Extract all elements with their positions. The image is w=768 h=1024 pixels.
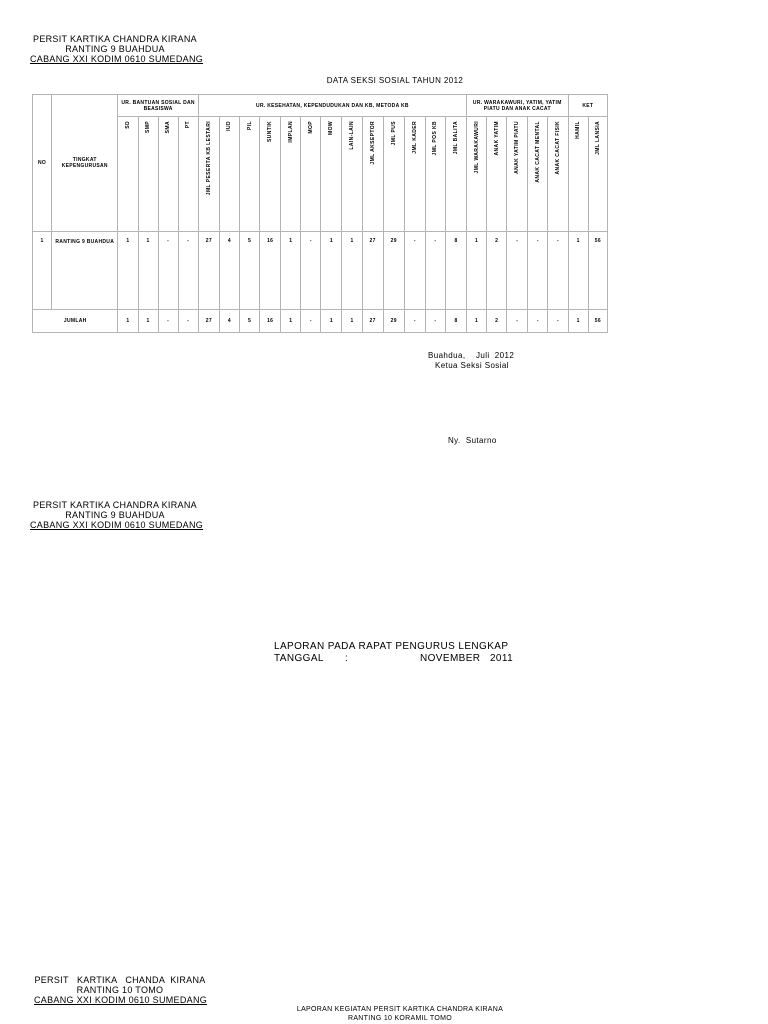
table-cell: 27 <box>198 232 219 310</box>
total-label: JUMLAH <box>33 310 118 333</box>
letterhead-bottom <box>34 975 206 1005</box>
total-cell: - <box>178 310 198 333</box>
subheader-cell <box>467 117 487 232</box>
subheader-label: ANAK CACAT FISIK <box>554 121 561 175</box>
subheader-cell <box>487 117 507 232</box>
subheader-cell <box>260 117 281 232</box>
total-cell: 5 <box>240 310 260 333</box>
group-warakawuri: UR. WARAKAWURI, YATIM, YATIM PIATU DAN ANAK CACAT <box>467 95 569 117</box>
subheader-cell <box>219 117 239 232</box>
subheader-cell <box>198 117 219 232</box>
total-cell: 1 <box>342 310 362 333</box>
subheader-label: LAIN-LAIN <box>349 121 356 150</box>
subheader-label: JML BALITA <box>453 121 459 155</box>
footer-title <box>270 1005 530 1023</box>
subheader-cell <box>138 117 158 232</box>
cabang-name: CABANG XXI KODIM 0610 SUMEDANG <box>30 520 204 530</box>
table-cell: - <box>528 232 548 310</box>
table-cell: 56 <box>588 232 607 310</box>
subheader-label: IMPLAN <box>287 121 294 143</box>
group-kesehatan: UR. KESEHATAN, KEPENDUDUKAN DAN KB, METODA KB <box>198 95 466 117</box>
total-cell: - <box>528 310 548 333</box>
total-cell: 56 <box>588 310 607 333</box>
footer-line1: LAPORAN KEGIATAN PERSIT KARTIKA CHANDRA KIRANA <box>296 1006 504 1013</box>
signature-role: Ketua Seksi Sosial <box>435 361 509 370</box>
total-row <box>33 310 608 333</box>
total-cell: 1 <box>467 310 487 333</box>
total-cell: - <box>507 310 528 333</box>
subheader-label: SD <box>124 121 131 129</box>
branch-name: RANTING 10 TOMO <box>76 985 164 995</box>
table-cell: 8 <box>445 232 466 310</box>
data-table <box>32 94 608 333</box>
total-cell: 27 <box>362 310 383 333</box>
report-date-line <box>274 653 534 665</box>
table-cell: - <box>404 232 425 310</box>
table-cell: 1 <box>568 232 588 310</box>
subheader-label: JML WARAKAWURI <box>473 121 480 174</box>
subheader-cell <box>118 117 138 232</box>
total-cell: 1 <box>321 310 342 333</box>
table-cell: 5 <box>240 232 260 310</box>
signature-place-date: Buahdua, Juli 2012 <box>428 351 515 360</box>
subheader-cell <box>528 117 548 232</box>
total-cell: 8 <box>445 310 466 333</box>
total-cell: - <box>158 310 178 333</box>
table-cell: 27 <box>362 232 383 310</box>
table-cell: 1 <box>281 232 301 310</box>
subheader-cell <box>362 117 383 232</box>
tanggal-label: TANGGAL <box>274 653 324 664</box>
branch-name: RANTING 9 BUAHDUA <box>65 44 165 54</box>
total-cell: - <box>425 310 445 333</box>
total-cell: 2 <box>487 310 507 333</box>
subheader-label: JML LANSIA <box>594 121 601 155</box>
cabang-name: CABANG XXI KODIM 0610 SUMEDANG <box>30 54 204 64</box>
subheader-label: SUNTIK <box>267 121 274 143</box>
table-cell: - <box>178 232 198 310</box>
signature-name: Ny. Sutarno <box>448 436 497 445</box>
table-cell: - <box>548 232 568 310</box>
subheader-label: JML POS KB <box>432 121 439 156</box>
table-cell: - <box>507 232 528 310</box>
tanggal-value: NOVEMBER 2011 <box>420 653 514 664</box>
subheader-label: ANAK CACAT MENTAL <box>534 121 541 183</box>
row-tingkat: RANTING 9 BUAHDUA <box>52 232 118 310</box>
subheader-label: PT <box>185 121 192 129</box>
table-cell: 29 <box>383 232 404 310</box>
table-row <box>33 232 608 310</box>
branch-name: RANTING 9 BUAHDUA <box>65 510 165 520</box>
table-cell: - <box>158 232 178 310</box>
cabang-name: CABANG XXI KODIM 0610 SUMEDANG <box>34 995 208 1005</box>
table-cell: 2 <box>487 232 507 310</box>
subheader-label: JML PUS <box>390 121 397 146</box>
subheader-cell <box>321 117 342 232</box>
header-tingkat: TINGKAT KEPENGURUSAN <box>52 95 118 232</box>
subheader-cell <box>507 117 528 232</box>
total-cell: - <box>404 310 425 333</box>
subheader-cell <box>178 117 198 232</box>
table-cell: - <box>301 232 321 310</box>
total-cell: 1 <box>281 310 301 333</box>
subheader-cell <box>301 117 321 232</box>
total-cell: 4 <box>219 310 239 333</box>
total-cell: 29 <box>383 310 404 333</box>
report-title: LAPORAN PADA RAPAT PENGURUS LENGKAP <box>274 641 509 652</box>
tanggal-colon: : <box>345 653 349 664</box>
table-cell: 1 <box>138 232 158 310</box>
subheader-label: ANAK YATIM <box>493 121 500 156</box>
group-header-row <box>33 95 608 117</box>
header-no: NO <box>33 95 52 232</box>
subheader-label: HAMIL <box>575 121 582 139</box>
subheader-label: MOP <box>307 121 314 134</box>
table-cell: 1 <box>118 232 138 310</box>
letterhead-top <box>30 34 204 64</box>
subheader-cell <box>281 117 301 232</box>
total-cell: - <box>548 310 568 333</box>
subheader-label: SMA <box>165 121 172 134</box>
table-title: DATA SEKSI SOSIAL TAHUN 2012 <box>326 76 464 85</box>
subheader-label: JML KADER <box>411 121 418 154</box>
total-cell: 1 <box>568 310 588 333</box>
total-cell: 1 <box>118 310 138 333</box>
subheader-row <box>33 117 608 232</box>
subheader-cell <box>383 117 404 232</box>
subheader-label: IUD <box>226 121 233 131</box>
org-name: PERSIT KARTIKA CHANDRA KIRANA <box>33 34 197 44</box>
table-cell: 4 <box>219 232 239 310</box>
subheader-label: JML PESERTA KB LESTARI <box>205 121 212 196</box>
subheader-cell <box>568 117 588 232</box>
subheader-cell <box>404 117 425 232</box>
letterhead-middle <box>30 500 204 530</box>
footer-line2: RANTING 10 KORAMIL TOMO <box>347 1015 452 1022</box>
table-cell: 16 <box>260 232 281 310</box>
subheader-cell <box>548 117 568 232</box>
table-cell: 1 <box>342 232 362 310</box>
total-cell: - <box>301 310 321 333</box>
subheader-cell <box>425 117 445 232</box>
group-ket: KET <box>568 95 607 117</box>
subheader-label: MOW <box>328 121 335 135</box>
subheader-label: JML AKSEPTOR <box>369 121 376 165</box>
total-cell: 27 <box>198 310 219 333</box>
table-cell: - <box>425 232 445 310</box>
subheader-label: PIL <box>246 121 253 130</box>
subheader-cell <box>240 117 260 232</box>
report-heading <box>274 641 534 665</box>
total-cell: 1 <box>138 310 158 333</box>
table-cell: 1 <box>467 232 487 310</box>
subheader-cell <box>158 117 178 232</box>
signature-block <box>420 351 540 371</box>
subheader-cell <box>445 117 466 232</box>
subheader-label: ANAK YATIM PIATU <box>514 121 521 174</box>
org-name: PERSIT KARTIKA CHANDA KIRANA <box>34 975 206 985</box>
total-cell: 16 <box>260 310 281 333</box>
subheader-cell <box>588 117 607 232</box>
table-cell: 1 <box>321 232 342 310</box>
row-no: 1 <box>33 232 52 310</box>
org-name: PERSIT KARTIKA CHANDRA KIRANA <box>33 500 197 510</box>
subheader-cell <box>342 117 362 232</box>
group-bantuan: UR. BANTUAN SOSIAL DAN BEASISWA <box>118 95 198 117</box>
subheader-label: SMP <box>145 121 152 134</box>
